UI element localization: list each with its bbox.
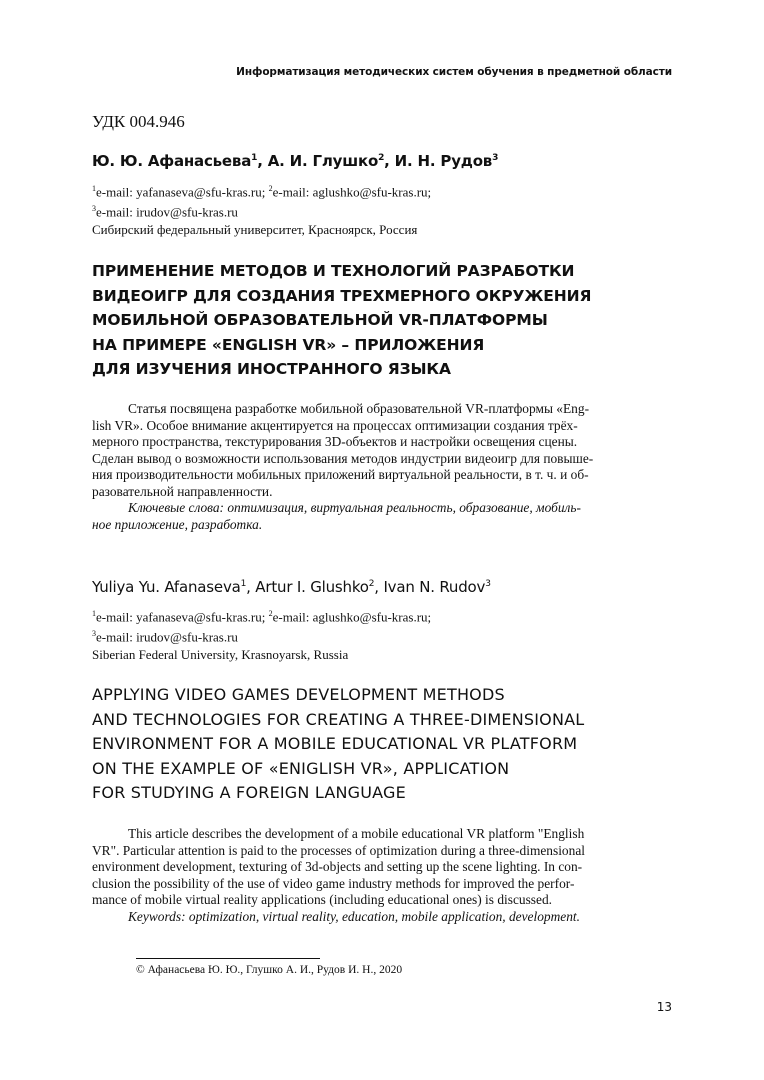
- ru-abstract-line: Статья посвящена разработке мобильной образовательной VR-платформы «Eng-: [128, 401, 590, 416]
- ru-author-1: Ю. Ю. Афанасьева: [92, 152, 252, 170]
- en-abstract-line: mance of mobile virtual reality applications (including educational ones) is discussed.: [92, 892, 552, 907]
- ru-authors: [92, 152, 498, 170]
- en-title-line: ENVIRONMENT FOR A MOBILE EDUCATIONAL VR PLATFORM: [92, 734, 578, 753]
- ru-author-3-sup: 3: [492, 153, 499, 163]
- en-abstract-line: environment development, texturing of 3d-objects and setting up the scene lighting. In con-: [92, 859, 583, 874]
- en-author-1-sup: 1: [240, 579, 247, 589]
- ru-title-line: МОБИЛЬНОЙ ОБРАЗОВАТЕЛЬНОЙ VR-ПЛАТФОРМЫ: [92, 311, 548, 329]
- footnote-divider: [136, 958, 320, 959]
- ru-contact-line-2: [92, 200, 431, 220]
- en-author-3-sup: 3: [485, 579, 491, 589]
- contact-sup: 1: [92, 609, 96, 618]
- en-abstract: [92, 826, 672, 925]
- udk-code: УДК 004.946: [92, 112, 185, 131]
- en-contact-line-2: [92, 625, 431, 645]
- en-authors: [92, 578, 491, 596]
- contact-sup: 1: [92, 184, 96, 193]
- ru-abstract-line: Сделан вывод о возможности использования методов индустрии видеоигр для повыше-: [92, 450, 594, 466]
- contact-sup: 3: [92, 204, 96, 214]
- en-author-sep: ,: [246, 578, 256, 596]
- email-2: e-mail: aglushko@sfu-kras.ru;: [272, 609, 432, 625]
- ru-abstract: [92, 401, 672, 533]
- ru-author-sep: ,: [384, 152, 395, 170]
- email-3: e-mail: irudov@sfu-kras.ru: [96, 629, 238, 645]
- ru-affiliation: Сибирский федеральный университет, Красноярск, Россия: [92, 221, 418, 237]
- ru-title-line: ПРИМЕНЕНИЕ МЕТОДОВ И ТЕХНОЛОГИЙ РАЗРАБОТКИ: [92, 262, 575, 280]
- en-abstract-line: clusion the possibility of the use of video game industry methods for improved the perfor-: [92, 875, 575, 891]
- en-title-line: APPLYING VIDEO GAMES DEVELOPMENT METHODS: [92, 685, 505, 704]
- ru-title-line: ДЛЯ ИЗУЧЕНИЯ ИНОСТРАННОГО ЯЗЫКА: [92, 360, 451, 378]
- ru-author-2: А. И. Глушко: [267, 152, 379, 170]
- en-author-3: Ivan N. Rudov: [383, 578, 486, 596]
- ru-abstract-line: ния производительности мобильных приложений виртуальной реальности, в т. ч. и об-: [92, 467, 589, 482]
- ru-abstract-line: разовательной направленности.: [92, 483, 273, 499]
- email-1: e-mail: yafanaseva@sfu-kras.ru;: [96, 184, 269, 200]
- en-title-line: ON THE EXAMPLE OF «ENIGLISH VR», APPLICATION: [92, 758, 510, 778]
- ru-abstract-line: мерного пространства, текстурирования 3D-объектов и настройки освещения сцены.: [92, 434, 578, 449]
- contact-sup: 3: [92, 629, 96, 639]
- email-1: e-mail: yafanaseva@sfu-kras.ru;: [96, 609, 269, 625]
- ru-contact-line-1: [92, 180, 431, 200]
- en-affiliation: Siberian Federal University, Krasnoyarsk, Russia: [92, 646, 349, 662]
- ru-author-sep: ,: [257, 152, 268, 170]
- en-contacts: [92, 605, 431, 663]
- ru-article-title: [92, 259, 591, 382]
- ru-author-1-sup: 1: [251, 153, 258, 163]
- ru-author-2-sup: 2: [378, 153, 385, 163]
- en-author-sep: ,: [374, 578, 384, 596]
- ru-title-line: ВИДЕОИГР ДЛЯ СОЗДАНИЯ ТРЕХМЕРНОГО ОКРУЖЕНИЯ: [92, 286, 592, 305]
- en-abstract-line: VR". Particular attention is paid to the processes of optimization during a three-dimensional: [92, 842, 585, 858]
- ru-keywords-line: Ключевые слова: оптимизация, виртуальная реальность, образование, мобиль-: [128, 500, 581, 515]
- copyright-footnote: © Афанасьева Ю. Ю., Глушко А. И., Рудов И. Н., 2020: [136, 964, 403, 976]
- contact-sup: 2: [268, 609, 273, 618]
- running-header: Информатизация методических систем обучения в предметной области: [236, 66, 672, 78]
- email-2: e-mail: aglushko@sfu-kras.ru;: [272, 184, 432, 200]
- ru-title-line: НА ПРИМЕРЕ «ENGLISH VR» – ПРИЛОЖЕНИЯ: [92, 335, 485, 354]
- en-author-2: Artur I. Glushko: [255, 578, 369, 596]
- ru-contacts: [92, 180, 431, 238]
- email-3: e-mail: irudov@sfu-kras.ru: [96, 204, 238, 220]
- ru-abstract-line: lish VR». Особое внимание акцентируется на процессах оптимизации создания трёх-: [92, 417, 578, 433]
- contact-sup: 2: [268, 184, 273, 193]
- en-article-title: [92, 683, 584, 806]
- en-contact-line-1: [92, 605, 431, 625]
- en-author-2-sup: 2: [368, 579, 375, 589]
- page-number: 13: [656, 1000, 672, 1014]
- ru-keywords-line: ное приложение, разработка.: [92, 516, 263, 532]
- en-title-line: FOR STUDYING A FOREIGN LANGUAGE: [92, 783, 406, 802]
- ru-author-3: И. Н. Рудов: [394, 152, 493, 170]
- en-title-line: AND TECHNOLOGIES FOR CREATING A THREE-DIMENSIONAL: [92, 709, 585, 729]
- en-author-1: Yuliya Yu. Afanaseva: [92, 578, 241, 596]
- en-keywords-line: Keywords: optimization, virtual reality, education, mobile application, development.: [128, 908, 580, 924]
- en-abstract-line: This article describes the development of a mobile educational VR platform "English: [128, 826, 585, 841]
